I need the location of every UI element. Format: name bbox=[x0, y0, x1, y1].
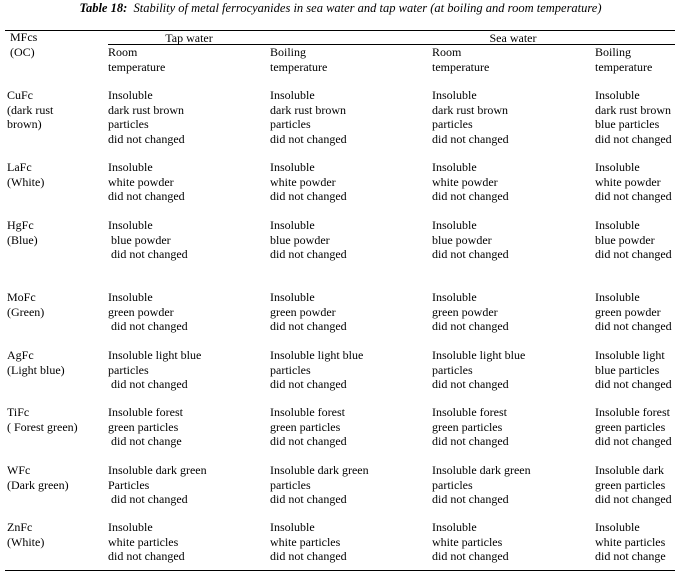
table-cell: green particles bbox=[432, 419, 503, 434]
table-cell: dark rust brown bbox=[108, 102, 184, 117]
table-cell: did not changed bbox=[432, 189, 509, 203]
table-cell: white particles bbox=[432, 534, 503, 549]
table-cell: Insoluble dark green bbox=[432, 463, 531, 477]
table-cell: particles bbox=[432, 477, 473, 492]
table-cell: Insoluble bbox=[270, 520, 315, 534]
table-cell: green particles bbox=[270, 419, 341, 434]
table-cell: Particles bbox=[108, 477, 150, 492]
row-label: ( Forest green) bbox=[7, 419, 78, 434]
table-cell: Insoluble bbox=[108, 520, 153, 534]
table-cell: Insoluble bbox=[432, 218, 477, 232]
table-cell: Insoluble light blue bbox=[270, 348, 364, 362]
table-cell: Insoluble bbox=[432, 88, 477, 102]
table-cell: did not changed bbox=[432, 434, 509, 448]
table-cell: Insoluble bbox=[270, 218, 315, 232]
row-label: (White) bbox=[7, 174, 45, 189]
table-cell: did not changed bbox=[108, 131, 185, 146]
table-cell: did not changed bbox=[270, 131, 347, 146]
table-cell: dark rust brown bbox=[595, 102, 671, 117]
table-cell: Insoluble bbox=[270, 88, 315, 102]
row-label: HgFc bbox=[7, 218, 34, 232]
row-label: brown) bbox=[7, 117, 42, 131]
table-cell: Insoluble dark bbox=[595, 463, 664, 477]
table-cell: did not changed bbox=[432, 247, 509, 261]
table-cell: did not changed bbox=[108, 319, 188, 333]
table-cell: green particles bbox=[595, 477, 666, 492]
table-cell: did not changed bbox=[595, 319, 672, 333]
table-cell: Insoluble light bbox=[595, 348, 665, 362]
table-cell: Insoluble light blue bbox=[108, 348, 202, 362]
row-label: (White) bbox=[7, 534, 45, 549]
table-cell: did not changed bbox=[270, 189, 347, 203]
table-cell: did not changed bbox=[595, 131, 672, 146]
header-subcol: Room bbox=[108, 45, 138, 59]
table-cell: Insoluble bbox=[270, 160, 315, 174]
table-cell: green powder bbox=[432, 304, 498, 319]
table-cell: did not changed bbox=[432, 377, 509, 391]
table-cell: did not changed bbox=[270, 377, 347, 391]
table-cell: did not changed bbox=[432, 549, 509, 563]
table-cell: particles bbox=[432, 362, 473, 377]
table-cell: did not changed bbox=[595, 247, 672, 261]
table-cell: particles bbox=[270, 117, 311, 131]
table-cell: dark rust brown bbox=[432, 102, 508, 117]
table-cell: Insoluble bbox=[432, 290, 477, 304]
header-subcol: temperature bbox=[595, 59, 653, 74]
table-cell: did not changed bbox=[595, 377, 672, 391]
row-label: MoFc bbox=[7, 290, 36, 304]
table-cell: Insoluble bbox=[108, 88, 153, 102]
table-cell: particles bbox=[270, 477, 311, 492]
table-cell: blue particles bbox=[595, 362, 660, 377]
table-cell: Insoluble bbox=[432, 520, 477, 534]
header-first-col: MFcs bbox=[10, 30, 38, 44]
table-cell: white particles bbox=[108, 534, 179, 549]
row-label: LaFc bbox=[7, 160, 32, 174]
table-cell: white powder bbox=[108, 174, 174, 189]
table-cell: green particles bbox=[108, 419, 179, 434]
row-label: ZnFc bbox=[7, 520, 33, 534]
table-cell: did not changed bbox=[270, 319, 347, 333]
table-cell: Insoluble bbox=[108, 290, 153, 304]
table-cell: dark rust brown bbox=[270, 102, 346, 117]
table-cell: white particles bbox=[270, 534, 341, 549]
table-cell: did not changed bbox=[595, 492, 672, 506]
table-cell: Insoluble bbox=[432, 160, 477, 174]
row-label: (Dark green) bbox=[7, 477, 69, 492]
table-cell: Insoluble dark green bbox=[108, 463, 207, 477]
table-cell: Insoluble bbox=[595, 218, 640, 232]
table-cell: blue powder bbox=[432, 232, 492, 247]
table-cell: white particles bbox=[595, 534, 666, 549]
table-cell: Insoluble bbox=[595, 160, 640, 174]
table-cell: did not changed bbox=[270, 549, 347, 563]
table-cell: green powder bbox=[108, 304, 174, 319]
table-cell: Insoluble bbox=[595, 290, 640, 304]
row-label: (dark rust bbox=[7, 102, 54, 117]
table-cell: white powder bbox=[432, 174, 498, 189]
table-cell: blue powder bbox=[270, 232, 330, 247]
row-label: CuFc bbox=[7, 88, 34, 102]
table-cell: did not changed bbox=[108, 377, 188, 391]
table-cell: did not changed bbox=[108, 492, 188, 506]
table-cell: blue powder bbox=[108, 232, 171, 247]
table-cell: did not change bbox=[595, 549, 666, 563]
table-cell: white powder bbox=[270, 174, 336, 189]
bottom-rule bbox=[5, 570, 675, 571]
table-cell: white powder bbox=[595, 174, 661, 189]
table-cell: did not changed bbox=[595, 434, 672, 448]
table-cell: did not change bbox=[108, 434, 182, 448]
table-cell: Insoluble bbox=[270, 290, 315, 304]
row-label: TiFc bbox=[7, 405, 30, 419]
table-cell: Insoluble light blue bbox=[432, 348, 526, 362]
table-cell: particles bbox=[432, 117, 473, 131]
header-subcol: temperature bbox=[432, 59, 490, 74]
table-cell: Insoluble bbox=[595, 520, 640, 534]
table-cell: blue particles bbox=[595, 117, 660, 131]
row-label: (Green) bbox=[7, 304, 45, 319]
table-cell: did not changed bbox=[595, 189, 672, 203]
table-cell: green particles bbox=[595, 419, 666, 434]
header-subcol: temperature bbox=[108, 59, 166, 74]
table-cell: did not changed bbox=[270, 492, 347, 506]
table-cell: Insoluble forest bbox=[270, 405, 345, 419]
table-cell: Insoluble bbox=[108, 218, 153, 232]
header-subcol: Boiling bbox=[270, 45, 307, 59]
table-title bbox=[0, 1, 681, 16]
table-cell: blue powder bbox=[595, 232, 655, 247]
table-cell: green powder bbox=[595, 304, 661, 319]
table-cell: particles bbox=[108, 117, 149, 131]
row-label: WFc bbox=[7, 463, 31, 477]
table-cell: Insoluble forest bbox=[432, 405, 507, 419]
header-subcol: Boiling bbox=[595, 45, 632, 59]
table-cell: Insoluble bbox=[595, 88, 640, 102]
header-tap-water: Tap water bbox=[165, 31, 213, 45]
table-cell: did not changed bbox=[108, 247, 188, 261]
table-cell: Insoluble forest bbox=[595, 405, 670, 419]
table-cell: did not changed bbox=[108, 549, 185, 563]
table-cell: Insoluble bbox=[108, 160, 153, 174]
header-subcol: temperature bbox=[270, 59, 328, 74]
table-number: Table 18: bbox=[79, 1, 128, 15]
row-label: AgFc bbox=[7, 348, 34, 362]
table-cell: green powder bbox=[270, 304, 336, 319]
table-caption: Stability of metal ferrocyanides in sea water and tap water (at boiling and room temperature) bbox=[133, 1, 602, 15]
table-cell: did not changed bbox=[270, 247, 347, 261]
table-cell: did not changed bbox=[108, 189, 185, 203]
table-cell: did not changed bbox=[432, 319, 509, 333]
row-label: (Blue) bbox=[7, 232, 38, 247]
header-first-col: (OC) bbox=[10, 44, 35, 59]
table-cell: did not changed bbox=[432, 492, 509, 506]
table-cell: did not changed bbox=[270, 434, 347, 448]
table-cell: particles bbox=[270, 362, 311, 377]
table-cell: particles bbox=[108, 362, 149, 377]
table-cell: Insoluble dark green bbox=[270, 463, 369, 477]
header-sea-water: Sea water bbox=[489, 31, 537, 45]
table-cell: Insoluble forest bbox=[108, 405, 183, 419]
row-label: (Light blue) bbox=[7, 362, 65, 377]
header-subcol: Room bbox=[432, 45, 462, 59]
table-cell: did not changed bbox=[432, 131, 509, 146]
